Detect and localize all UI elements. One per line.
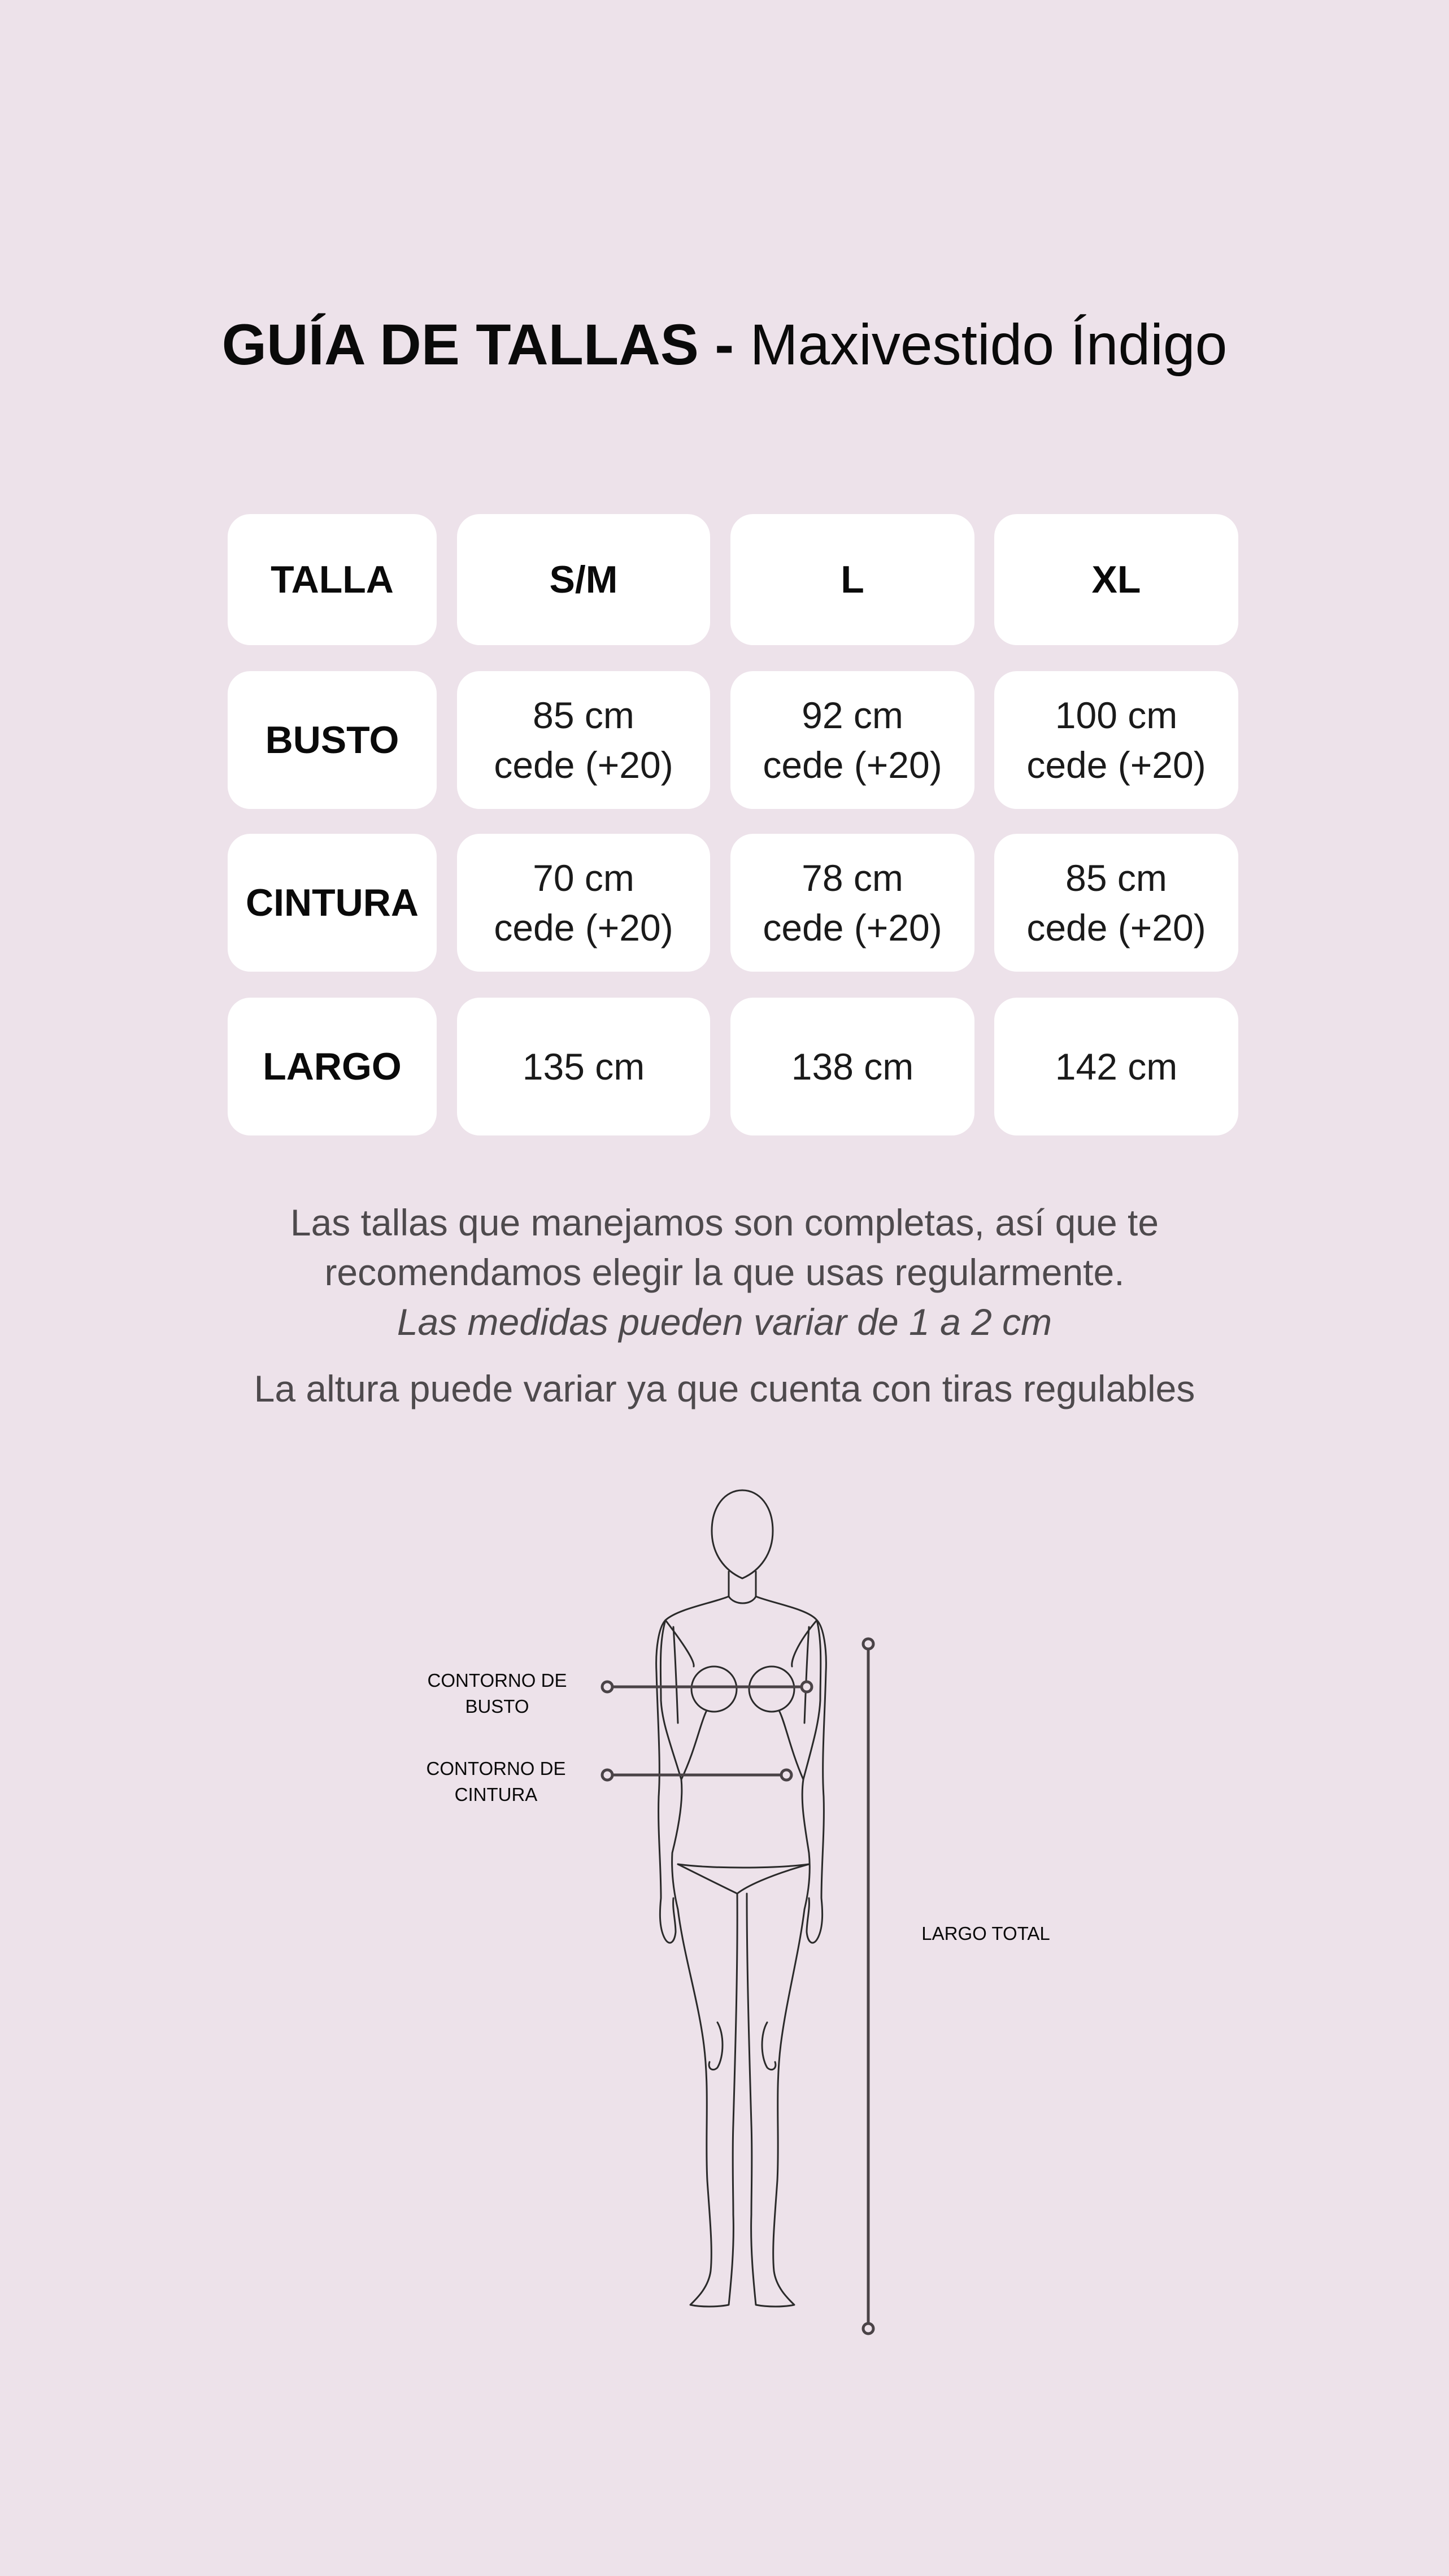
label-line: BUSTO <box>465 1696 529 1717</box>
note-height: La altura puede variar ya que cuenta con tiras regulables <box>254 1368 1195 1409</box>
title-product-name: Maxivestido Índigo <box>750 312 1228 377</box>
cell-largo-xl <box>994 998 1238 1135</box>
label-line: CONTORNO DE <box>426 1758 566 1779</box>
cell-value: 100 cm <box>1055 694 1178 736</box>
label-line: CINTURA <box>454 1784 538 1805</box>
header-size-xl: XL <box>994 514 1238 645</box>
header-talla: TALLA <box>228 514 437 645</box>
row-label-largo: LARGO <box>228 998 437 1135</box>
cell-busto-l <box>730 671 974 809</box>
header-size-l: L <box>730 514 974 645</box>
cell-value: 135 cm <box>522 1046 645 1087</box>
header-size-sm: S/M <box>457 514 710 645</box>
row-label-cintura: CINTURA <box>228 834 437 972</box>
cell-value: 138 cm <box>791 1046 914 1087</box>
cell-value: 85 cm <box>1065 857 1167 899</box>
cell-note: cede (+20) <box>1026 907 1206 948</box>
label-contorno-busto <box>412 1668 582 1720</box>
note-line-2: recomendamos elegir la que usas regularmente. <box>324 1251 1125 1293</box>
measurement-figure <box>0 1457 1449 2361</box>
cell-busto-sm <box>457 671 710 809</box>
page-title <box>0 310 1449 380</box>
cell-note: cede (+20) <box>763 907 942 948</box>
label-line: CONTORNO DE <box>427 1670 567 1691</box>
cell-value: 92 cm <box>802 694 903 736</box>
cell-value: 85 cm <box>533 694 634 736</box>
mannequin-outline <box>656 1490 826 2307</box>
note-line-1: Las tallas que manejamos son completas, así que te <box>290 1202 1159 1243</box>
mannequin-illustration <box>0 1457 1449 2361</box>
cell-cintura-sm <box>457 834 710 972</box>
cell-cintura-xl <box>994 834 1238 972</box>
cell-largo-l <box>730 998 974 1135</box>
cell-note: cede (+20) <box>494 907 673 948</box>
row-label-busto: BUSTO <box>228 671 437 809</box>
cell-busto-xl <box>994 671 1238 809</box>
cell-note: cede (+20) <box>494 744 673 786</box>
cell-value: 78 cm <box>802 857 903 899</box>
cell-value: 142 cm <box>1055 1046 1178 1087</box>
cell-value: 70 cm <box>533 857 634 899</box>
cell-note: cede (+20) <box>763 744 942 786</box>
cell-cintura-l <box>730 834 974 972</box>
size-notes <box>0 1198 1449 1347</box>
label-contorno-cintura <box>411 1756 581 1808</box>
title-bold: GUÍA DE TALLAS - <box>221 312 734 377</box>
note-variation: Las medidas pueden variar de 1 a 2 cm <box>397 1301 1052 1343</box>
measure-lines <box>602 1639 873 2334</box>
cell-largo-sm <box>457 998 710 1135</box>
cell-note: cede (+20) <box>1026 744 1206 786</box>
label-largo-total: LARGO TOTAL <box>921 1923 1050 1944</box>
